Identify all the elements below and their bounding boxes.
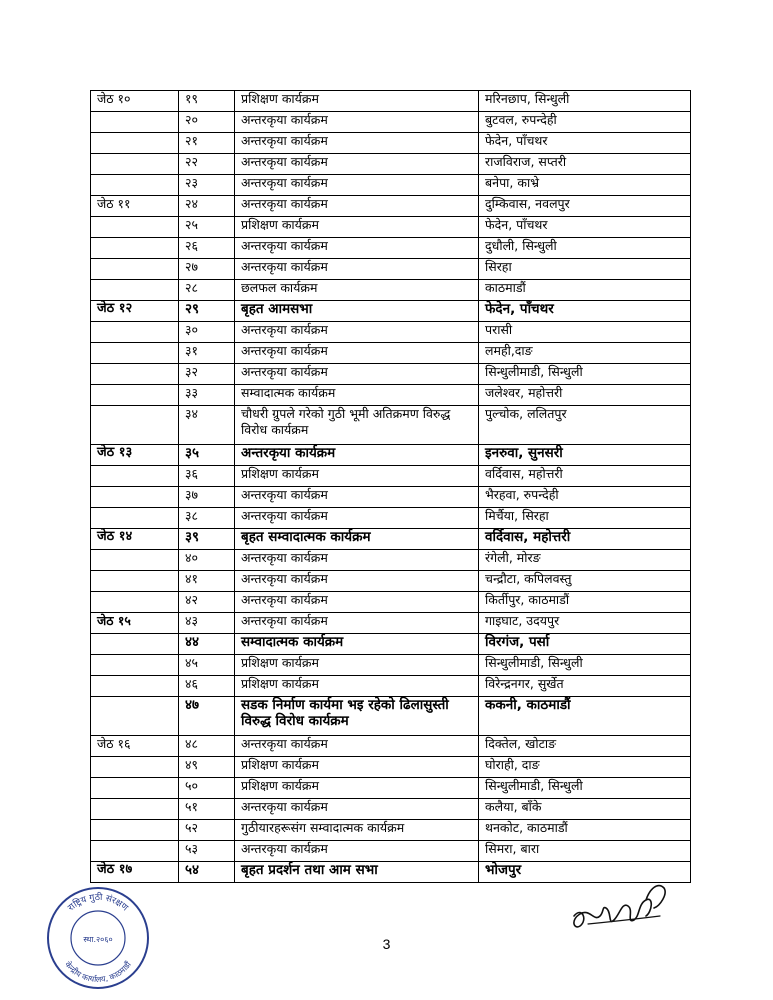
signature: [568, 876, 676, 932]
serial-number-cell: ४७: [179, 697, 235, 736]
serial-number-cell: २६: [179, 238, 235, 259]
location-cell: थनकोट, काठमाडौं: [479, 820, 691, 841]
date-cell: [91, 406, 179, 445]
location-cell: फेदेन, पाँचथर: [479, 301, 691, 322]
location-cell: दुम्किवास, नवलपुर: [479, 196, 691, 217]
table-row: [91, 196, 691, 217]
date-cell: [91, 655, 179, 676]
table-row: [91, 175, 691, 196]
table-row: [91, 613, 691, 634]
table-row: [91, 112, 691, 133]
serial-number-cell: ४८: [179, 736, 235, 757]
table-row: [91, 592, 691, 613]
program-cell: अन्तरकृया कार्यक्रम: [235, 445, 479, 466]
program-cell: अन्तरकृया कार्यक्रम: [235, 487, 479, 508]
date-cell: जेठ १३: [91, 445, 179, 466]
date-cell: [91, 820, 179, 841]
table-row: [91, 508, 691, 529]
date-cell: [91, 676, 179, 697]
program-cell: अन्तरकृया कार्यक्रम: [235, 571, 479, 592]
serial-number-cell: ५३: [179, 841, 235, 862]
location-cell: ककनी, काठमाडौं: [479, 697, 691, 736]
program-cell: अन्तरकृया कार्यक्रम: [235, 343, 479, 364]
serial-number-cell: २०: [179, 112, 235, 133]
location-cell: चन्द्रौटा, कपिलवस्तु: [479, 571, 691, 592]
program-cell: अन्तरकृया कार्यक्रम: [235, 550, 479, 571]
date-cell: [91, 799, 179, 820]
location-cell: राजविराज, सप्तरी: [479, 154, 691, 175]
program-cell: अन्तरकृया कार्यक्रम: [235, 196, 479, 217]
serial-number-cell: ४०: [179, 550, 235, 571]
table-row: [91, 406, 691, 445]
program-cell: प्रशिक्षण कार्यक्रम: [235, 676, 479, 697]
schedule-table: [90, 90, 691, 883]
program-cell: अन्तरकृया कार्यक्रम: [235, 841, 479, 862]
program-cell: चौधरी ग्रुपले गरेको गुठी भूमी अतिक्रमण विरुद्ध विरोध कार्यक्रम: [235, 406, 479, 445]
location-cell: कलैया, बाँके: [479, 799, 691, 820]
program-cell: अन्तरकृया कार्यक्रम: [235, 154, 479, 175]
serial-number-cell: ४४: [179, 634, 235, 655]
program-cell: अन्तरकृया कार्यक्रम: [235, 175, 479, 196]
table-row: [91, 697, 691, 736]
program-cell: बृहत प्रदर्शन तथा आम सभा: [235, 862, 479, 883]
location-cell: फेदेन, पाँचथर: [479, 217, 691, 238]
date-cell: [91, 259, 179, 280]
seal-text-bottom: केन्द्रीय कार्यालय, काठमाडौं: [63, 959, 133, 985]
location-cell: परासी: [479, 322, 691, 343]
program-cell: गुठीयारहरूसंग सम्वादात्मक कार्यक्रम: [235, 820, 479, 841]
program-cell: अन्तरकृया कार्यक्रम: [235, 238, 479, 259]
table-row: [91, 445, 691, 466]
date-cell: [91, 757, 179, 778]
serial-number-cell: ४२: [179, 592, 235, 613]
serial-number-cell: २२: [179, 154, 235, 175]
program-cell: अन्तरकृया कार्यक्रम: [235, 259, 479, 280]
table-row: [91, 364, 691, 385]
date-cell: [91, 634, 179, 655]
serial-number-cell: ३०: [179, 322, 235, 343]
table-row: [91, 550, 691, 571]
date-cell: जेठ १२: [91, 301, 179, 322]
table-row: [91, 529, 691, 550]
location-cell: दिक्तेल, खोटाङ: [479, 736, 691, 757]
table-row: [91, 154, 691, 175]
program-cell: अन्तरकृया कार्यक्रम: [235, 133, 479, 154]
serial-number-cell: ५०: [179, 778, 235, 799]
schedule-table-body: [91, 91, 691, 883]
location-cell: लमही,दाङ: [479, 343, 691, 364]
table-row: [91, 655, 691, 676]
table-row: [91, 676, 691, 697]
date-cell: जेठ १५: [91, 613, 179, 634]
serial-number-cell: ३५: [179, 445, 235, 466]
program-cell: प्रशिक्षण कार्यक्रम: [235, 466, 479, 487]
date-cell: [91, 508, 179, 529]
program-cell: प्रशिक्षण कार्यक्रम: [235, 655, 479, 676]
date-cell: [91, 154, 179, 175]
location-cell: सिन्धुलीमाडी, सिन्धुली: [479, 655, 691, 676]
table-row: [91, 736, 691, 757]
location-cell: भैरहवा, रुपन्देही: [479, 487, 691, 508]
date-cell: [91, 487, 179, 508]
date-cell: [91, 571, 179, 592]
serial-number-cell: ३३: [179, 385, 235, 406]
serial-number-cell: २१: [179, 133, 235, 154]
date-cell: [91, 175, 179, 196]
table-row: [91, 301, 691, 322]
date-cell: [91, 238, 179, 259]
location-cell: जलेश्वर, महोत्तरी: [479, 385, 691, 406]
table-row: [91, 322, 691, 343]
serial-number-cell: ५२: [179, 820, 235, 841]
page-number: 3: [382, 936, 391, 952]
location-cell: घोराही, दाङ: [479, 757, 691, 778]
table-row: [91, 841, 691, 862]
date-cell: [91, 841, 179, 862]
location-cell: भोजपुर: [479, 862, 691, 883]
table-row: [91, 634, 691, 655]
date-cell: जेठ १४: [91, 529, 179, 550]
date-cell: [91, 322, 179, 343]
serial-number-cell: ४३: [179, 613, 235, 634]
program-cell: सडक निर्माण कार्यमा भइ रहेको ढिलासुस्ती विरुद्ध विरोध कार्यक्रम: [235, 697, 479, 736]
table-row: [91, 280, 691, 301]
date-cell: [91, 133, 179, 154]
seal-text-center: स्था.२०६०: [83, 935, 113, 944]
location-cell: विरेन्द्रनगर, सुर्खेत: [479, 676, 691, 697]
date-cell: [91, 217, 179, 238]
program-cell: सम्वादात्मक कार्यक्रम: [235, 634, 479, 655]
date-cell: जेठ १६: [91, 736, 179, 757]
serial-number-cell: २८: [179, 280, 235, 301]
location-cell: सिन्धुलीमाडी, सिन्धुली: [479, 364, 691, 385]
date-cell: जेठ १०: [91, 91, 179, 112]
location-cell: काठमाडौं: [479, 280, 691, 301]
serial-number-cell: ३२: [179, 364, 235, 385]
program-cell: अन्तरकृया कार्यक्रम: [235, 799, 479, 820]
location-cell: वर्दिवास, महोत्तरी: [479, 529, 691, 550]
table-row: [91, 238, 691, 259]
serial-number-cell: ४५: [179, 655, 235, 676]
program-cell: बृहत आमसभा: [235, 301, 479, 322]
program-cell: प्रशिक्षण कार्यक्रम: [235, 217, 479, 238]
location-cell: सिन्धुलीमाडी, सिन्धुली: [479, 778, 691, 799]
serial-number-cell: ३६: [179, 466, 235, 487]
table-row: [91, 466, 691, 487]
date-cell: [91, 385, 179, 406]
program-cell: प्रशिक्षण कार्यक्रम: [235, 778, 479, 799]
serial-number-cell: ५४: [179, 862, 235, 883]
date-cell: [91, 280, 179, 301]
serial-number-cell: २९: [179, 301, 235, 322]
table-row: [91, 487, 691, 508]
program-cell: प्रशिक्षण कार्यक्रम: [235, 757, 479, 778]
location-cell: बुटवल, रुपन्देही: [479, 112, 691, 133]
seal-text-top: राष्ट्रिय गुठी संरक्षण: [66, 892, 130, 914]
program-cell: अन्तरकृया कार्यक्रम: [235, 508, 479, 529]
table-row: [91, 133, 691, 154]
location-cell: इनरुवा, सुनसरी: [479, 445, 691, 466]
table-row: [91, 385, 691, 406]
serial-number-cell: ३८: [179, 508, 235, 529]
table-row: [91, 343, 691, 364]
location-cell: बनेपा, काभ्रे: [479, 175, 691, 196]
location-cell: सिरहा: [479, 259, 691, 280]
location-cell: सिमरा, बारा: [479, 841, 691, 862]
table-row: [91, 757, 691, 778]
serial-number-cell: २७: [179, 259, 235, 280]
program-cell: प्रशिक्षण कार्यक्रम: [235, 91, 479, 112]
date-cell: [91, 778, 179, 799]
date-cell: जेठ ११: [91, 196, 179, 217]
date-cell: [91, 112, 179, 133]
location-cell: विरगंज, पर्सा: [479, 634, 691, 655]
date-cell: [91, 466, 179, 487]
serial-number-cell: ३१: [179, 343, 235, 364]
program-cell: अन्तरकृया कार्यक्रम: [235, 112, 479, 133]
table-row: [91, 799, 691, 820]
date-cell: [91, 364, 179, 385]
table-row: [91, 259, 691, 280]
table-row: [91, 571, 691, 592]
location-cell: दुधौली, सिन्धुली: [479, 238, 691, 259]
serial-number-cell: ३९: [179, 529, 235, 550]
table-row: [91, 820, 691, 841]
serial-number-cell: ४६: [179, 676, 235, 697]
serial-number-cell: २३: [179, 175, 235, 196]
serial-number-cell: २५: [179, 217, 235, 238]
date-cell: [91, 592, 179, 613]
location-cell: गाइघाट, उदयपुर: [479, 613, 691, 634]
program-cell: अन्तरकृया कार्यक्रम: [235, 613, 479, 634]
program-cell: अन्तरकृया कार्यक्रम: [235, 322, 479, 343]
program-cell: छलफल कार्यक्रम: [235, 280, 479, 301]
date-cell: [91, 550, 179, 571]
table-row: [91, 778, 691, 799]
program-cell: अन्तरकृया कार्यक्रम: [235, 364, 479, 385]
location-cell: वर्दिवास, महोत्तरी: [479, 466, 691, 487]
location-cell: मरिनछाप, सिन्धुली: [479, 91, 691, 112]
date-cell: [91, 343, 179, 364]
serial-number-cell: १९: [179, 91, 235, 112]
location-cell: किर्तीपुर, काठमाडौं: [479, 592, 691, 613]
serial-number-cell: ३४: [179, 406, 235, 445]
serial-number-cell: ४१: [179, 571, 235, 592]
location-cell: मिर्चैया, सिरहा: [479, 508, 691, 529]
location-cell: रंगेली, मोरङ: [479, 550, 691, 571]
serial-number-cell: ४९: [179, 757, 235, 778]
program-cell: बृहत सम्वादात्मक कार्यक्रम: [235, 529, 479, 550]
table-row: [91, 217, 691, 238]
location-cell: फेदेन, पाँचथर: [479, 133, 691, 154]
program-cell: अन्तरकृया कार्यक्रम: [235, 736, 479, 757]
serial-number-cell: ५१: [179, 799, 235, 820]
program-cell: अन्तरकृया कार्यक्रम: [235, 592, 479, 613]
serial-number-cell: २४: [179, 196, 235, 217]
date-cell: जेठ १७: [91, 862, 179, 883]
table-row: [91, 91, 691, 112]
serial-number-cell: ३७: [179, 487, 235, 508]
date-cell: [91, 697, 179, 736]
program-cell: सम्वादात्मक कार्यक्रम: [235, 385, 479, 406]
location-cell: पुल्चोक, ललितपुर: [479, 406, 691, 445]
